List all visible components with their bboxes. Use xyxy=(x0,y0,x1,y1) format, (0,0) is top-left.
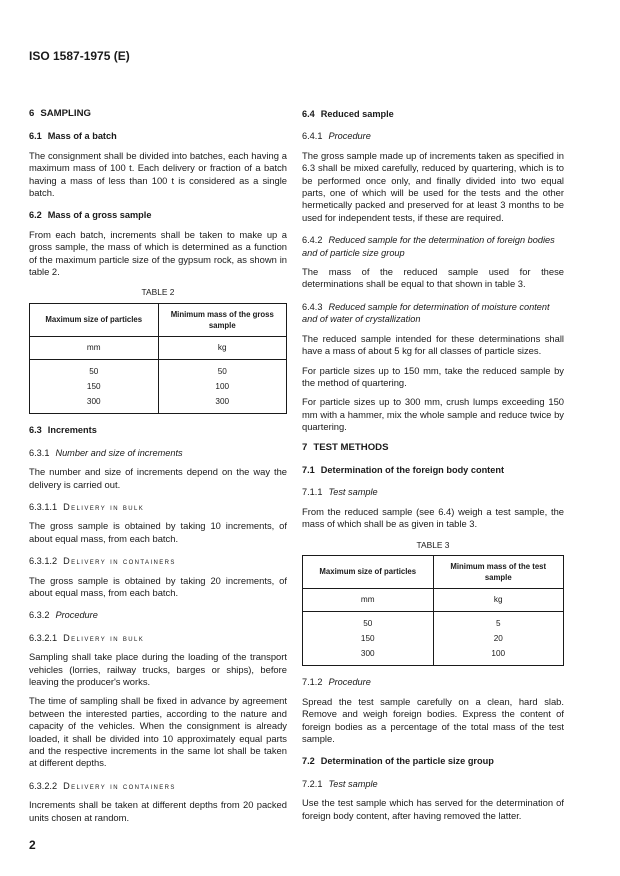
section-number: 7 xyxy=(302,441,308,453)
paragraph: The mass of the reduced sample used for these determinations shall be equal to that shown in table 3. xyxy=(302,266,564,290)
section-number: 6.3.1.1 xyxy=(29,501,58,512)
subsection-heading xyxy=(29,447,287,459)
table-cell-value: 300 xyxy=(215,397,230,407)
table-caption: TABLE 2 xyxy=(141,287,175,298)
paragraph: The gross sample made up of increments taken as specified in 6.3 shall be mixed carefully, reduced by quartering, which is to be performed once only, and finally divided into two equal parts, one of which will be used for the tests and the other hermetically packed and preserved for at least 3 months to be used for independent tests, if these are required. xyxy=(302,149,564,223)
table-cell-value: 150 xyxy=(360,634,375,644)
section-title: Reduced sample for determination of moisture content and of water of crystallization xyxy=(302,301,550,325)
section-title: Test sample xyxy=(328,487,378,498)
subsection-heading xyxy=(29,609,287,621)
section-title: Reduced sample for the determination of foreign bodies and of particle size group xyxy=(302,235,555,258)
section-number: 6.3.1 xyxy=(29,447,50,458)
section-title: Test sample xyxy=(328,778,378,789)
table-cell-value: 300 xyxy=(360,649,375,659)
table-unit-cell: kg xyxy=(433,588,564,611)
section-heading xyxy=(29,209,287,221)
table-header-cell: Maximum size of particles xyxy=(303,555,434,588)
page-number: 2 xyxy=(29,838,36,852)
paragraph: Use the test sample which has served for the determination of foreign body content, after having removed the latter. xyxy=(302,797,564,821)
section-number: 6.3.2.1 xyxy=(29,632,58,643)
section-number: 6.3.2 xyxy=(29,610,50,621)
table-values-cell xyxy=(303,612,434,666)
section-number: 6.4.2 xyxy=(302,235,323,246)
section-title: Delivery in bulk xyxy=(63,501,145,512)
right-column xyxy=(302,100,564,829)
table-cell-value: 50 xyxy=(217,367,227,377)
paragraph: Increments shall be taken at different depths from 20 packed units chosen at random. xyxy=(29,799,287,823)
subsection-heading xyxy=(302,486,564,498)
left-column xyxy=(29,100,287,831)
section-heading xyxy=(29,130,287,142)
section-title: Mass of a gross sample xyxy=(47,210,152,221)
section-heading xyxy=(29,424,287,436)
table-values-cell xyxy=(158,360,287,414)
table-values-cell xyxy=(433,612,564,666)
section-number: 6.3.2.2 xyxy=(29,780,58,791)
subsection-heading xyxy=(302,676,564,688)
table-3 xyxy=(302,555,564,666)
section-number: 7.1 xyxy=(302,464,315,475)
subsection-heading xyxy=(302,301,564,326)
table-cell-value: 150 xyxy=(86,382,101,392)
paragraph: The gross sample is obtained by taking 10 increments, of about equal mass, from each batch. xyxy=(29,520,287,544)
table-header-cell: Minimum mass of the gross sample xyxy=(158,303,287,336)
paragraph: From each batch, increments shall be taken to make up a gross sample, the mass of which is determined as a function of the maximum particle size of the gypsum rock, as shown in table 2. xyxy=(29,228,287,278)
subsection-heading xyxy=(302,778,564,790)
table-values-cell xyxy=(30,360,159,414)
paragraph: The time of sampling shall be fixed in advance by agreement between the interested parties, according to the nature and capacity of the vehicles. When the consignment is already loaded, it shall be divided into 10 approximately equal parts and the respective increments in the same lot shall be taken at different depths. xyxy=(29,695,287,769)
section-number: 6.3.1.2 xyxy=(29,556,58,567)
section-heading xyxy=(302,755,564,767)
paragraph: For particle sizes up to 150 mm, take the reduced sample by the method of quartering. xyxy=(302,364,564,388)
section-title: Determination of the foreign body content xyxy=(320,464,505,475)
section-title: Procedure xyxy=(328,677,371,688)
section-title: TEST METHODS xyxy=(313,441,389,453)
table-cell-value: 300 xyxy=(86,397,101,407)
section-title: Mass of a batch xyxy=(47,131,117,142)
clause-heading xyxy=(29,501,287,513)
table-unit-cell: mm xyxy=(30,336,159,359)
section-title: Delivery in containers xyxy=(63,556,176,567)
section-heading xyxy=(302,442,564,454)
table-unit-cell: kg xyxy=(158,336,287,359)
table-cell-value: 100 xyxy=(215,382,230,392)
table-caption: TABLE 3 xyxy=(416,539,450,550)
paragraph: For particle sizes up to 300 mm, crush lumps exceeding 150 mm with a hammer, mix the whole sample and reduce twice by quartering. xyxy=(302,396,564,433)
section-title: Reduced sample xyxy=(320,109,394,119)
section-number: 6.4.1 xyxy=(302,131,323,142)
table-header-cell: Maximum size of particles xyxy=(30,303,159,336)
section-number: 7.1.1 xyxy=(302,487,323,498)
table-unit-cell: mm xyxy=(303,588,434,611)
section-heading xyxy=(302,464,564,476)
paragraph: The reduced sample intended for these determinations shall have a mass of about 5 kg for all classes of particle sizes. xyxy=(302,332,564,357)
table-cell-value: 20 xyxy=(493,634,503,644)
clause-heading xyxy=(29,632,287,644)
paragraph: The consignment shall be divided into batches, each having a maximum mass of 100 t. Each delivery or fraction of a batch having a mass of less than 100 t is considered as a single batch. xyxy=(29,149,287,199)
section-title: Procedure xyxy=(328,131,371,142)
table-header-cell: Minimum mass of the test sample xyxy=(433,555,564,588)
paragraph: The gross sample is obtained by taking 20 increments, of about equal mass, from each batch. xyxy=(29,574,287,598)
paragraph: Sampling shall take place during the loading of the transport vehicles (lorries, railway trucks, barges or ships), before leaving the producer's works. xyxy=(29,651,287,687)
section-number: 6.1 xyxy=(29,131,42,142)
section-number: 6.3 xyxy=(29,425,42,436)
section-heading xyxy=(302,108,564,120)
section-title: SAMPLING xyxy=(40,108,91,119)
section-title: Procedure xyxy=(55,610,98,621)
table-cell-value: 50 xyxy=(89,367,99,377)
subsection-heading xyxy=(302,234,564,259)
table-cell-value: 5 xyxy=(495,619,501,629)
section-number: 7.2 xyxy=(302,756,315,767)
section-title: Delivery in containers xyxy=(63,780,176,791)
table-cell-value: 50 xyxy=(363,619,373,629)
section-number: 7.1.2 xyxy=(302,677,323,688)
section-title: Determination of the particle size group xyxy=(320,756,494,767)
paragraph: From the reduced sample (see 6.4) weigh a test sample, the mass of which shall be as given in table 3. xyxy=(302,505,564,530)
section-number: 6.4 xyxy=(302,109,315,119)
section-title: Delivery in bulk xyxy=(63,632,145,643)
subsection-heading xyxy=(302,130,564,142)
section-number: 6.4.3 xyxy=(302,301,323,312)
paragraph: Spread the test sample carefully on a clean, hard slab. Remove and weigh foreign bodies. Express the content of foreign bodies as a percentage of the total mass of the test sample. xyxy=(302,695,564,744)
section-title: Number and size of increments xyxy=(55,447,183,458)
paragraph: The number and size of increments depend on the way the delivery is carried out. xyxy=(29,466,287,490)
clause-heading xyxy=(29,780,287,792)
section-number: 6.2 xyxy=(29,210,42,221)
table-2 xyxy=(29,303,287,414)
section-heading xyxy=(29,108,287,120)
section-number: 7.2.1 xyxy=(302,778,323,789)
clause-heading xyxy=(29,555,287,567)
document-header: ISO 1587-1975 (E) xyxy=(29,49,130,63)
section-title: Increments xyxy=(47,425,97,436)
section-number: 6 xyxy=(29,108,35,119)
table-cell-value: 100 xyxy=(491,649,506,659)
